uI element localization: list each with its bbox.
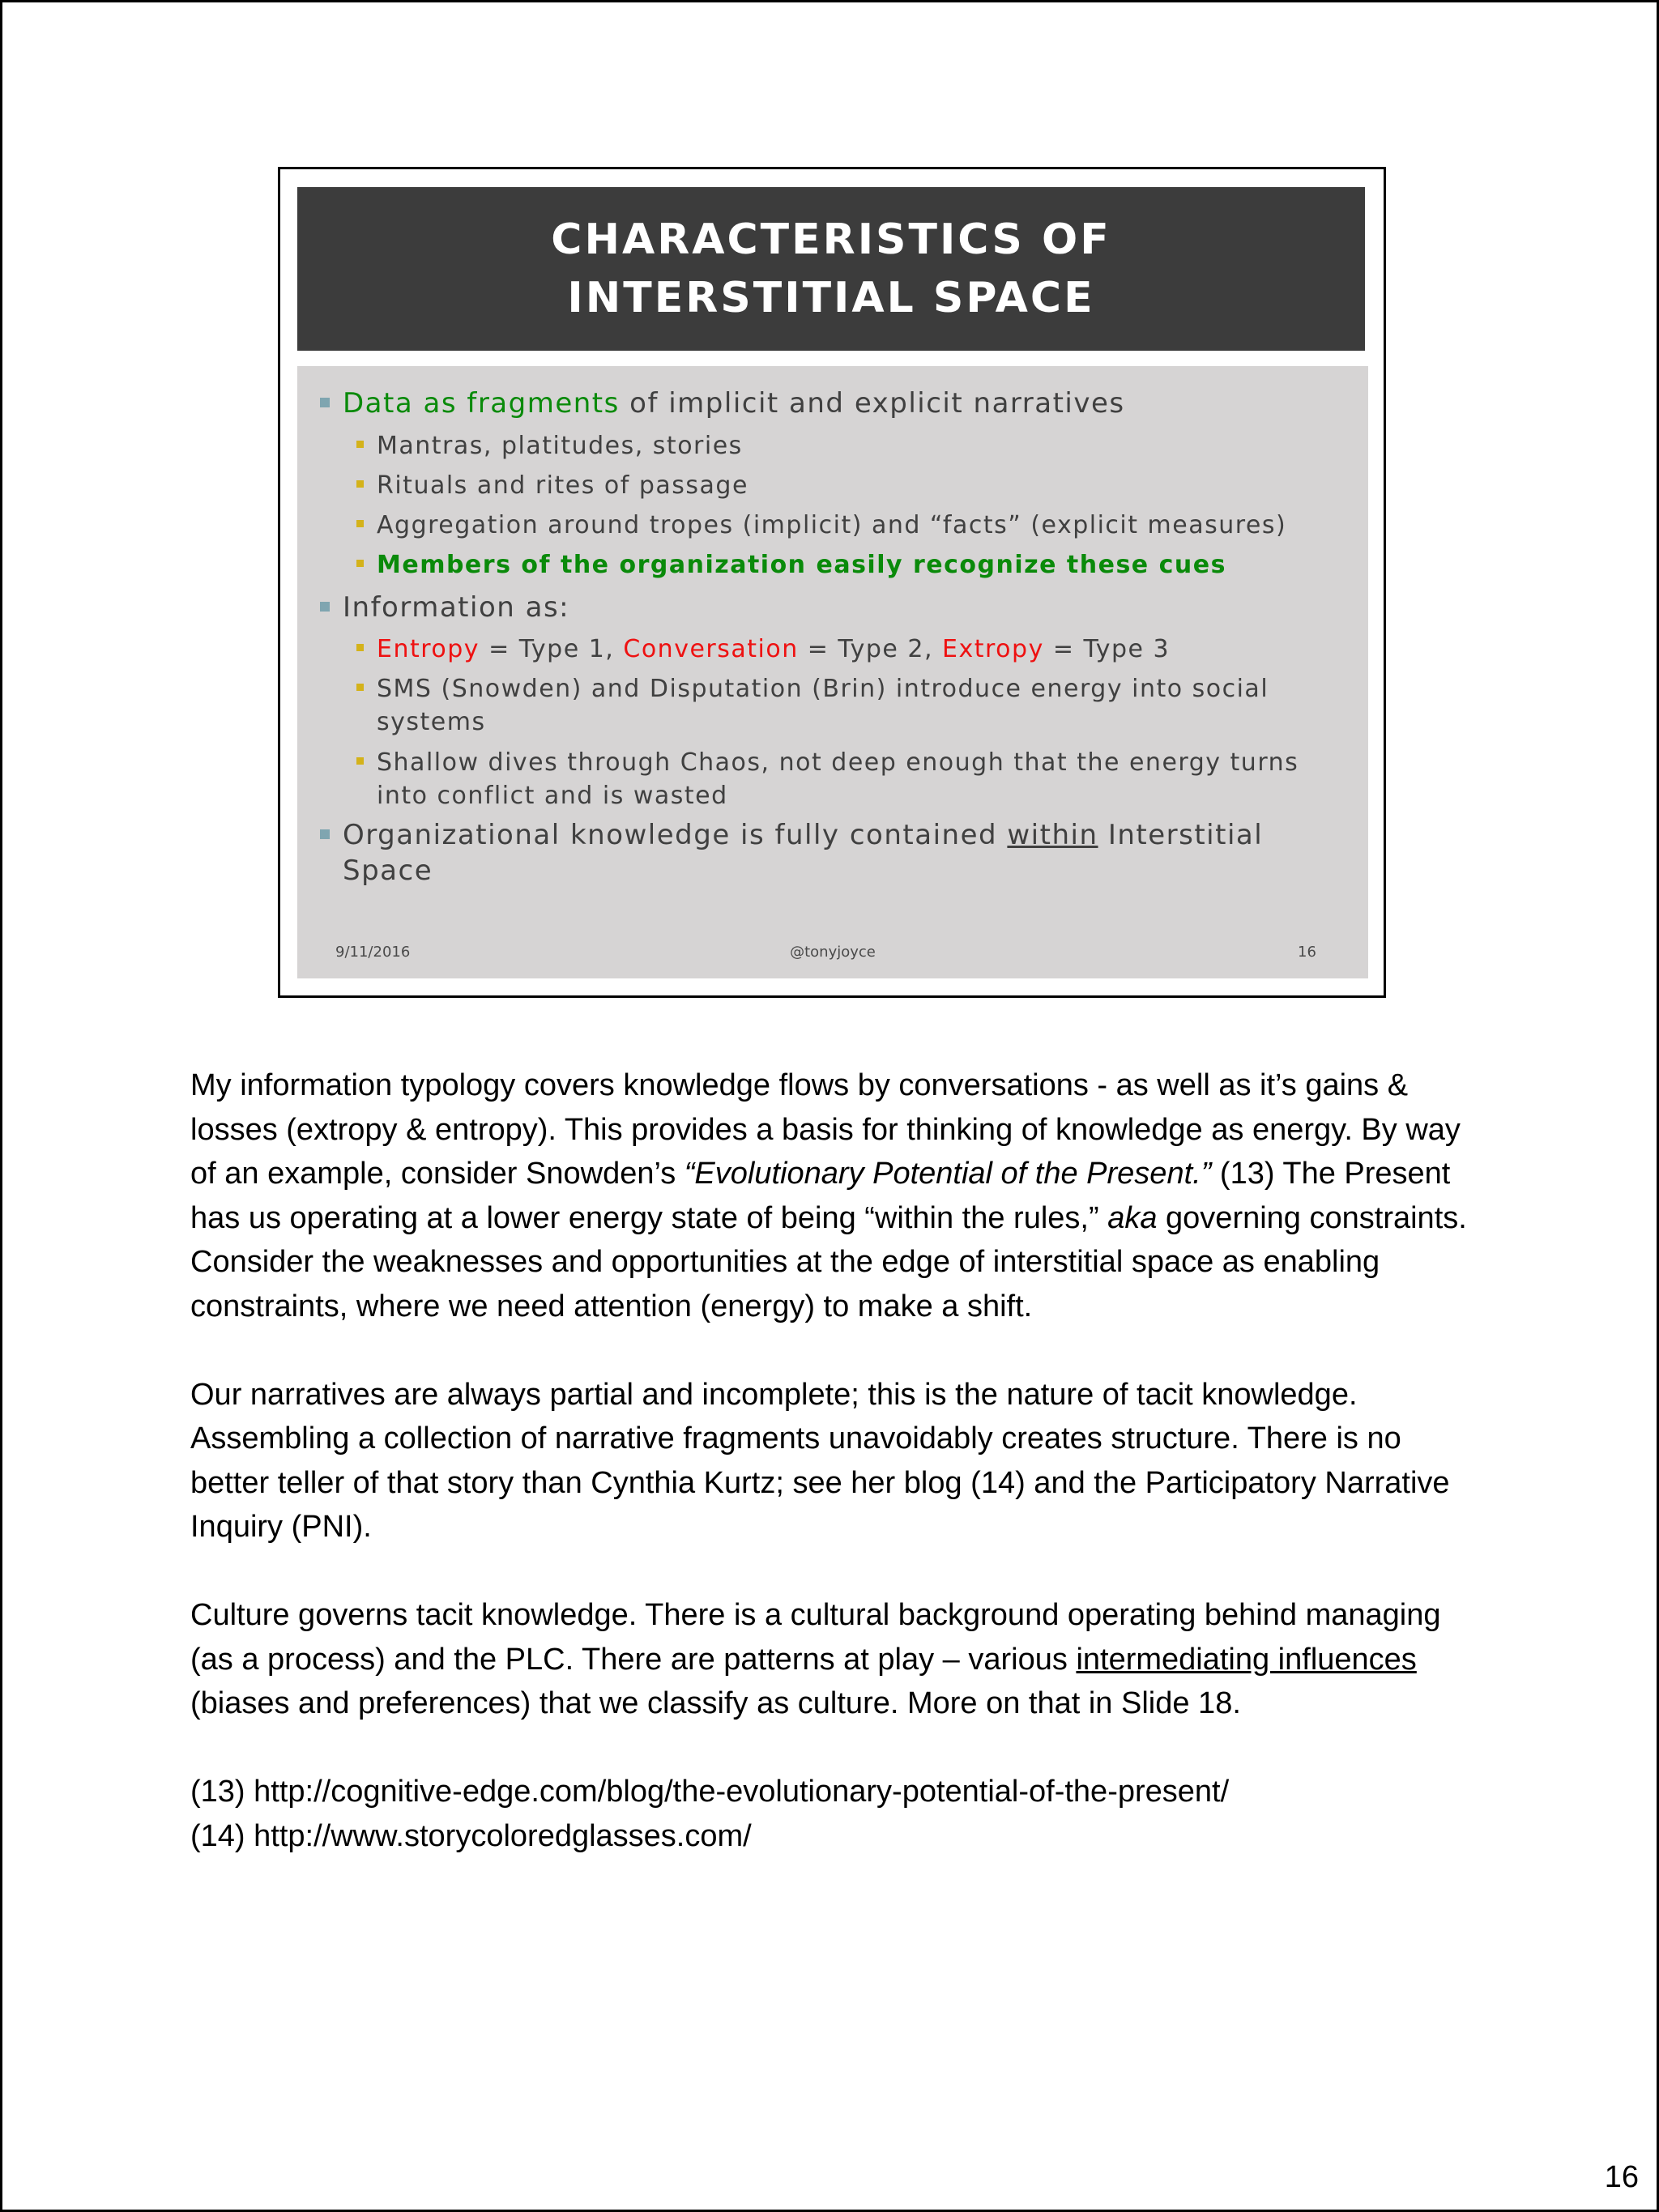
notes-italic-title: “Evolutionary Potential of the Present.” [684, 1157, 1212, 1191]
conversation-label: Conversation [623, 635, 799, 663]
notes-underlined-text: intermediating influences [1076, 1642, 1417, 1677]
notes-paragraph-3 [190, 1593, 1486, 1726]
page-number: 16 [1604, 2160, 1639, 2194]
sub-bullet-text: Aggregation around tropes (implicit) and “facts” (explicit measures) [377, 511, 1287, 539]
bullet-square-icon [320, 398, 330, 407]
sub-bullet-square-icon [356, 480, 364, 488]
sub-bullet-square-icon [356, 644, 364, 651]
bullet-square-icon [320, 829, 330, 839]
notes-text: (biases and preferences) that we classify as culture. More on that in Slide 18. [190, 1686, 1241, 1720]
notes-italic-aka: aka [1107, 1200, 1158, 1235]
bullet-information-as [343, 590, 569, 625]
bullet-text-end: Interstitial Space [343, 819, 1264, 887]
bullet-square-icon [320, 602, 330, 612]
speaker-notes [190, 1063, 1486, 1858]
notes-text: Culture governs tacit knowledge. There is a cultural background operating behind managing (as a process) and the PLC. There are patterns at play – various [190, 1598, 1441, 1677]
extropy-label: Extropy [942, 635, 1044, 663]
slide-title-text: CHARACTERISTICS OF INTERSTITIAL SPACE [551, 215, 1111, 322]
bullet-text: of implicit and explicit narratives [619, 387, 1125, 420]
sub-bullet-shallow-dives [377, 746, 1308, 812]
sub-bullet-square-icon [356, 560, 364, 567]
notes-text: My information typology covers knowledge flows by conversations - as well as it’s gains & losses (extropy & entropy). This provides a basis for thinking of knowledge as energy. By way of an example, consider Snowden’s [190, 1068, 1461, 1191]
sub-bullet-square-icon [356, 520, 364, 527]
reference-14: (14) http://www.storycoloredglasses.com/ [190, 1818, 752, 1853]
type-3-text: = Type 3 [1043, 635, 1171, 663]
slide-footer-handle: @tonyjoyce [790, 944, 876, 961]
sub-bullet-aggregation [377, 509, 1286, 542]
bullet-organizational-knowledge [343, 817, 1339, 889]
bullet-highlight: Data as fragments [343, 387, 620, 420]
sub-bullet-square-icon [356, 441, 364, 448]
reference-13: (13) http://cognitive-edge.com/blog/the-evolutionary-potential-of-the-present/ [190, 1775, 1230, 1809]
slide-footer-number: 16 [1298, 944, 1316, 961]
bullet-text: Organizational knowledge is fully contained [343, 819, 1008, 851]
sub-bullet-text: SMS (Snowden) and Disputation (Brin) introduce energy into social systems [377, 675, 1269, 736]
notes-paragraph-2: Our narratives are always partial and incomplete; this is the nature of tacit knowledge. Assembling a collection of narrative fragments unavoidably creates structure. There is no better teller of that story than Cynthia Kurtz; see her blog (14) and the Participatory Narrative Inquiry (PNI). [190, 1377, 1450, 1544]
bullet-text: Information as: [343, 591, 570, 624]
sub-bullet-types [377, 633, 1170, 666]
sub-bullet-sms [377, 672, 1308, 739]
bullet-data-fragments [343, 386, 1125, 421]
slide-thumbnail [278, 167, 1386, 998]
notes-text: governing constraints. Consider the weaknesses and opportunities at the edge of interstitial space as enabling constraints, where we need attention (energy) to make a shift. [190, 1200, 1467, 1323]
sub-bullet-text: Shallow dives through Chaos, not deep enough that the energy turns into conflict and is wasted [377, 748, 1299, 810]
slide-body [297, 366, 1368, 978]
type-2-text: = Type 2, [798, 635, 943, 663]
sub-bullet-text: Rituals and rites of passage [377, 471, 748, 500]
sub-bullet-mantras [377, 429, 743, 462]
sub-bullet-rituals [377, 469, 748, 502]
underlined-word: within [1007, 819, 1098, 851]
slide-title [297, 187, 1365, 351]
sub-bullet-text: Members of the organization easily recognize these cues [377, 551, 1226, 579]
sub-bullet-square-icon [356, 684, 364, 691]
slide-footer-date: 9/11/2016 [335, 944, 411, 961]
notes-text: (13) The Present has us operating at a lower energy state of being “within the rules,” [190, 1157, 1451, 1235]
type-1-text: = Type 1, [480, 635, 624, 663]
sub-bullet-text: Mantras, platitudes, stories [377, 432, 743, 460]
entropy-label: Entropy [377, 635, 480, 663]
notes-paragraph-1 [190, 1063, 1486, 1328]
sub-bullet-members [377, 548, 1226, 582]
sub-bullet-square-icon [356, 757, 364, 765]
